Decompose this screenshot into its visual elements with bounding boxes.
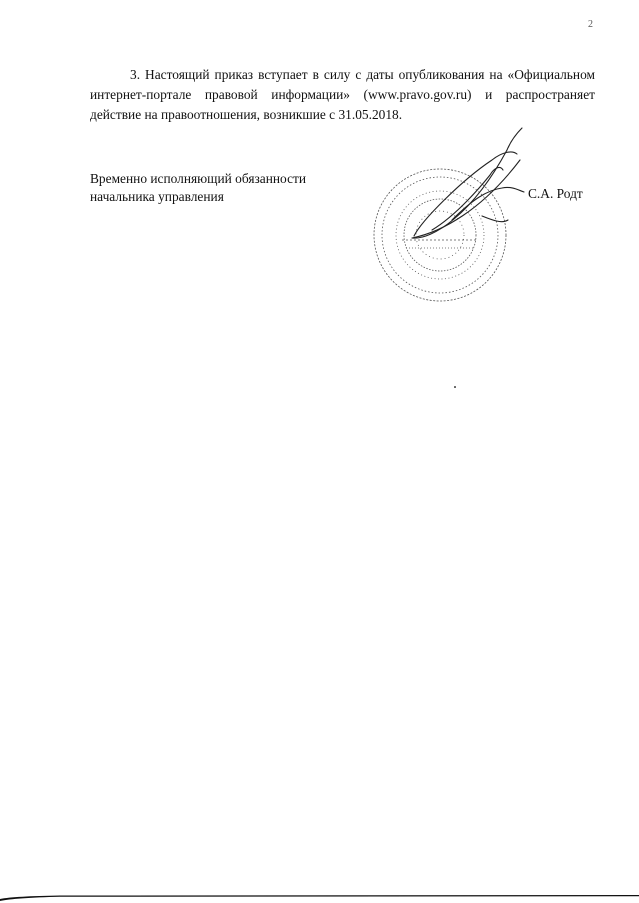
signer-name: С.А. Родт: [528, 186, 583, 201]
official-stamp-and-signature: [362, 120, 532, 310]
round-seal: [374, 169, 506, 301]
page-number: 2: [588, 19, 593, 30]
scan-speck: [454, 386, 456, 388]
signer-position-line-2: начальника управления: [90, 188, 224, 204]
handwritten-signature: [412, 128, 524, 238]
scan-bottom-edge: [0, 893, 639, 903]
signer-position-line-1: Временно исполняющий обязанности: [90, 171, 307, 186]
signer-position: [90, 170, 306, 205]
order-paragraph-3: 3. Настоящий приказ вступает в силу с даты опубликования на «Официальном интернет-портале правовой информации» (www.pravo.gov.ru) и распространяет действие на правоотношения, возникшие с 31.05.2018.: [90, 67, 595, 122]
